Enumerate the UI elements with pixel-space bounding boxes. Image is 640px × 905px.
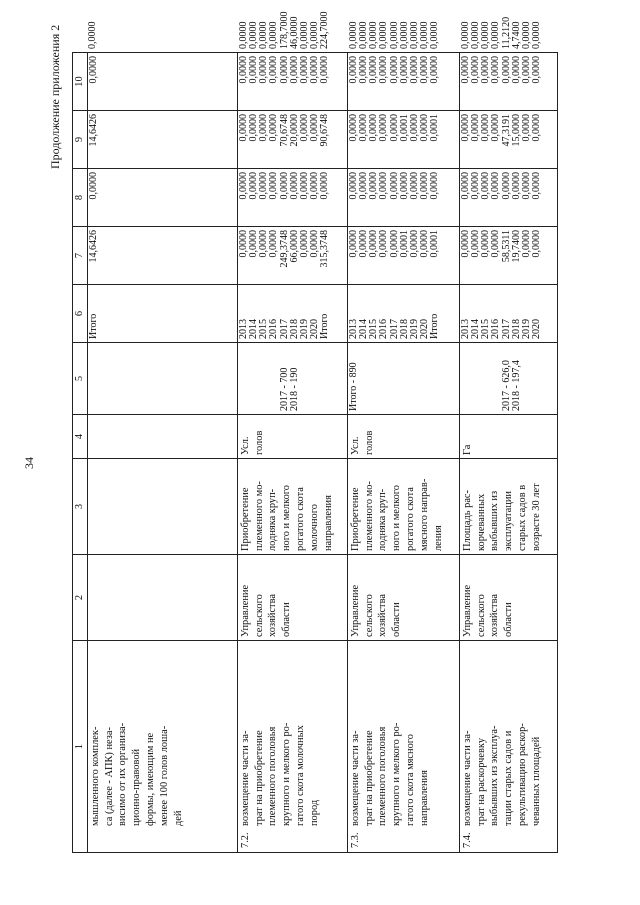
indicator-cell: Приобретение племенного мо- лодняка круп- ного и мелкого рогатого скота мясного направ- ления <box>347 459 459 555</box>
unit-cell <box>87 415 237 459</box>
value-c7: 0,0000 0,0000 0,0000 0,0000 0,0000 0,0000 0,0000 0,0000 0,0000 <box>347 169 459 227</box>
row-number: 7.2. <box>239 832 251 848</box>
target-cell: 2017 - 626,0 2018 - 197,4 <box>459 343 557 415</box>
value-c8: 0,0000 0,0000 0,0000 0,0000 47,3191 15,0000 0,0000 0,0000 <box>459 111 557 169</box>
total-label: Итого <box>87 285 237 343</box>
row-name: возмещение части за- трат на раскорчевку выбывших из эксплуа- тации старых садов и рекультивацию раскор- чеванных площадей <box>461 723 542 826</box>
executor-cell: Управление сельского хозяйства области <box>347 555 459 641</box>
row-name: возмещение части за- трат на приобретение племенного поголовья крупного и мелкого ро- гатого скота молочных пород <box>239 722 320 826</box>
row-number: 7.4. <box>461 832 473 848</box>
table-row: 7.2. возмещение части за- трат на приобретение племенного поголовья крупного и мелкого ро- гатого скота молочных пород Управление сельского хозяйства области Приобретение племенного мо- лодняка круп- ного и мелкого рогатого скота молочного направления Усл. голов 2017 - 700 2018 - 190 2013 2014 2015 2016 2017 2018 2019 2020 Итого 0,0000 0,0000 0,0000 0,0000 249,3748 66,0000 0,0000 0,0000 315,3748 0,0000 0,0000 0,0000 0,0000 0,0000 0,0000 0,0000 0,0000 0,0000 0,0000 0,0000 0,0000 0,0000 70,6748 20,0000 0,0000 0,0000 90,6748 0,0000 0,0000 0,0000 0,0000 0,0000 0,0000 0,0000 0,0000 0,0000 0,0000 0,0000 0,0000 0,0000 178,7000 46,0000 0,0000 0,0000 224,7000 <box>237 53 347 853</box>
years-cell: 2013 2014 2015 2016 2017 2018 2019 2020 Итого <box>237 285 347 343</box>
budget-table <box>72 11 558 853</box>
indicator-cell: Приобретение племенного мо- лодняка круп- ного и мелкого рогатого скота молочного направления <box>237 459 347 555</box>
executor-cell: Управление сельского хозяйства области <box>237 555 347 641</box>
target-cell: Итого - 890 <box>347 343 459 415</box>
years-cell: 2013 2014 2015 2016 2017 2018 2019 2020 <box>459 285 557 343</box>
column-header: 4 <box>73 415 88 459</box>
row-name-cell <box>459 641 557 853</box>
value-c9: 0,0000 0,0000 0,0000 0,0000 0,0000 0,0000 0,0000 0,0000 <box>459 53 557 111</box>
page-number: 34 <box>22 457 36 469</box>
value-c6: 0,0000 0,0000 0,0000 0,0000 0,0000 0,0001 0,0000 0,0000 0,0001 <box>347 227 459 285</box>
value-c8: 14,6426 <box>87 111 237 169</box>
value-c6: 14,6426 <box>87 227 237 285</box>
value-c9: 0,0000 0,0000 0,0000 0,0000 0,0000 0,0000 0,0000 0,0000 0,0000 <box>347 53 459 111</box>
indicator-cell: Площадь рас- корчеванных выбывших из эксплуатации старых садов в возрасте 30 лет <box>459 459 557 555</box>
column-header: 8 <box>73 169 88 227</box>
value-c7: 0,0000 0,0000 0,0000 0,0000 0,0000 0,0000 0,0000 0,0000 0,0000 <box>237 169 347 227</box>
target-cell <box>87 343 237 415</box>
column-header: 3 <box>73 459 88 555</box>
executor-cell <box>87 555 237 641</box>
row-name-cell <box>87 641 237 853</box>
column-header: 6 <box>73 285 88 343</box>
executor-cell: Управление сельского хозяйства области <box>459 555 557 641</box>
table-row: 7.3. возмещение части за- трат на приобретение племенного поголовья крупного и мелкого ро- гатого скота мясного направления Управление сельского хозяйства области Приобретение племенного мо- лодняка круп- ного и мелкого рогатого скота мясного направ- ления Усл. голов Итого - 890 2013 2014 2015 2016 2017 2018 2019 2020 Итого 0,0000 0,0000 0,0000 0,0000 0,0000 0,0001 0,0000 0,0000 0,0001 0,0000 0,0000 0,0000 0,0000 0,0000 0,0000 0,0000 0,0000 0,0000 0,0000 0,0000 0,0000 0,0000 0,0000 0,0001 0,0000 0,0000 0,0001 0,0000 0,0000 0,0000 0,0000 0,0000 0,0000 0,0000 0,0000 0,0000 0,0000 0,0000 0,0000 0,0000 0,0000 0,0000 0,0000 0,0000 0,0000 <box>347 53 459 853</box>
column-header: 1 <box>73 641 88 853</box>
appendix-caption: Продолжение приложения 2 <box>48 24 62 169</box>
value-c8: 0,0000 0,0000 0,0000 0,0000 0,0000 0,0001 0,0000 0,0000 0,0001 <box>347 111 459 169</box>
table-header <box>73 53 88 853</box>
indicator-cell <box>87 459 237 555</box>
column-header: 7 <box>73 227 88 285</box>
column-header: 10 <box>73 53 88 111</box>
unit-cell: Усл. голов <box>347 415 459 459</box>
value-c6: 0,0000 0,0000 0,0000 0,0000 249,3748 66,0000 0,0000 0,0000 315,3748 <box>237 227 347 285</box>
value-c6: 0,0000 0,0000 0,0000 0,0000 58,5311 19,7400 0,0000 0,0000 <box>459 227 557 285</box>
row-name: мышленного комплек- са (далее - АПК) неза- висимо от их организа- ционно-правовой формы, имеющим не менее 100 голов лоша- дей <box>89 722 184 826</box>
row-name-cell <box>347 641 459 853</box>
target-cell: 2017 - 700 2018 - 190 <box>237 343 347 415</box>
column-header: 5 <box>73 343 88 415</box>
table-row: 7.4. возмещение части за- трат на раскорчевку выбывших из эксплуа- тации старых садов и рекультивацию раскор- чеванных площадей Управление сельского хозяйства области Площадь рас- корчеванных выбывших из эксплуатации старых садов в возрасте 30 лет Га 2017 - 626,0 2018 - 197,4 2013 2014 2015 2016 2017 2018 2019 2020 0,0000 0,0000 0,0000 0,0000 58,5311 19,7400 0,0000 0,0000 0,0000 0,0000 0,0000 0,0000 0,0000 0,0000 0,0000 0,0000 0,0000 0,0000 0,0000 0,0000 47,3191 15,0000 0,0000 0,0000 0,0000 0,0000 0,0000 0,0000 0,0000 0,0000 0,0000 0,0000 0,0000 0,0000 0,0000 0,0000 11,2120 4,7400 0,0000 0,0000 <box>459 53 557 853</box>
column-header: 9 <box>73 111 88 169</box>
row-number: 7.3. <box>349 832 361 848</box>
unit-cell: Усл. голов <box>237 415 347 459</box>
value-c8: 0,0000 0,0000 0,0000 0,0000 70,6748 20,0000 0,0000 0,0000 90,6748 <box>237 111 347 169</box>
unit-cell: Га <box>459 415 557 459</box>
row-name: возмещение части за- трат на приобретение племенного поголовья крупного и мелкого ро- гатого скота мясного направления <box>349 722 430 826</box>
column-header: 2 <box>73 555 88 641</box>
years-cell: 2013 2014 2015 2016 2017 2018 2019 2020 Итого <box>347 285 459 343</box>
row-name-cell <box>237 641 347 853</box>
value-c9: 0,0000 0,0000 0,0000 0,0000 0,0000 0,0000 0,0000 0,0000 0,0000 <box>237 53 347 111</box>
value-c9: 0,0000 <box>87 53 237 111</box>
table-row-continuation: мышленного комплек- са (далее - АПК) неза- висимо от их организа- ционно-правовой формы, имеющим не менее 100 голов лоша- дей Итого 14,6426 0,0000 14,6426 0,0000 0,0000 <box>87 53 237 853</box>
value-c7: 0,0000 <box>87 169 237 227</box>
value-c7: 0,0000 0,0000 0,0000 0,0000 0,0000 0,0000 0,0000 0,0000 <box>459 169 557 227</box>
